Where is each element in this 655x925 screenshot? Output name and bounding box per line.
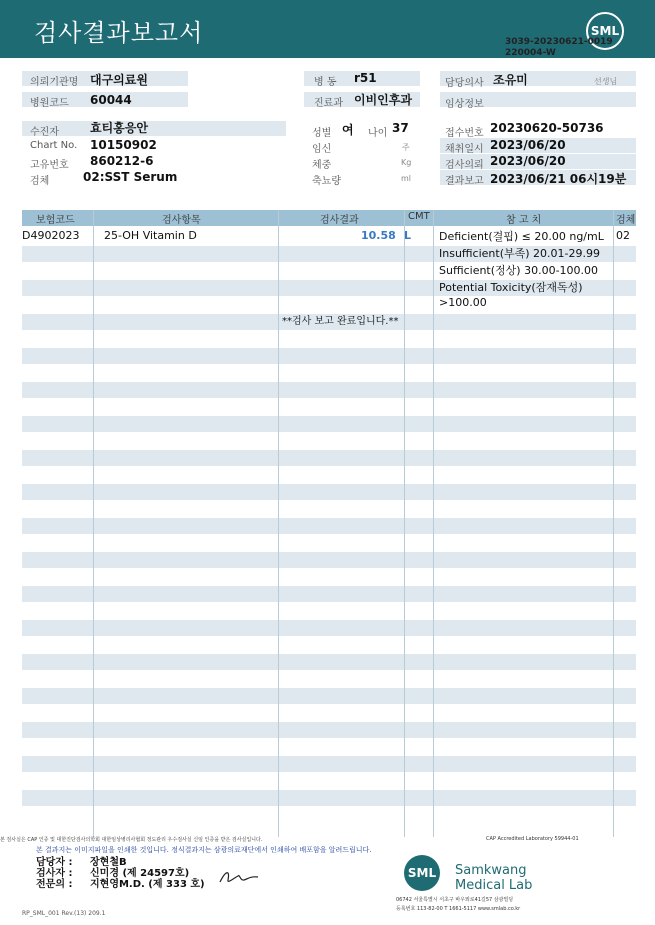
specimen-label: 검체 (30, 176, 50, 187)
specialist-label: 전문의 : (36, 879, 73, 890)
result-flag: L (404, 229, 412, 242)
patient-label: 수진자 (30, 127, 59, 138)
col-cmt: CMT (408, 211, 430, 222)
sml-logo-icon: SML (404, 855, 440, 891)
collection-label: 채취일시 (445, 144, 484, 155)
pregnancy-unit: 주 (402, 143, 410, 152)
dept-label: 진료과 (314, 98, 343, 109)
lab-name-line2: Medical Lab (455, 878, 533, 893)
sml-logo-icon: SML (586, 12, 624, 50)
sex: 여 (342, 123, 354, 137)
reference-line: Potential Toxicity(잠재독성) (439, 281, 583, 294)
specimen-code: 02 (616, 229, 630, 242)
document-id-line1: 3039-20230621-0019 (505, 37, 613, 47)
lab-name-line1: Samkwang (455, 863, 527, 878)
hospital-code: 60044 (90, 93, 132, 107)
table-row-stripe (22, 790, 636, 806)
reporter-label: 담당자 : (36, 857, 73, 868)
request-date: 2023/06/20 (490, 154, 566, 168)
table-row-stripe (22, 484, 636, 500)
ward: r51 (354, 71, 377, 85)
table-row-stripe (22, 722, 636, 738)
report-header (0, 0, 655, 58)
certification-note: 본 검사실은 CAP 인증 및 대한진단검사의학회 대한임상병리사협회 정도관리 우수검사실 신임 인증을 받은 검사실입니다. (0, 837, 263, 843)
collection-date: 2023/06/20 (490, 138, 566, 152)
table-row-stripe (22, 416, 636, 432)
table-row-stripe (22, 756, 636, 772)
column-divider (404, 210, 405, 837)
examiner-label: 검사자 : (36, 868, 73, 879)
receipt-no: 20230620-50736 (490, 121, 604, 135)
unique-no-label: 고유번호 (30, 160, 69, 171)
signature-icon (218, 868, 260, 886)
col-specimen: 검체 (616, 215, 636, 226)
column-divider (613, 210, 614, 837)
dept: 이비인후과 (354, 93, 412, 107)
reference-line: >100.00 (439, 296, 487, 309)
col-result: 검사결과 (320, 215, 359, 226)
reference-line: Insufficient(부족) 20.01-29.99 (439, 247, 600, 260)
specimen: 02:SST Serum (83, 170, 178, 184)
report-date-label: 결과보고 (445, 176, 484, 187)
column-divider (93, 210, 94, 837)
pregnancy-label: 임신 (312, 144, 332, 155)
weight-unit: Kg (401, 158, 412, 167)
table-row-stripe (22, 518, 636, 534)
hospital-code-label: 병원코드 (30, 98, 69, 109)
unique-no: 860212-6 (90, 154, 154, 168)
report-title: 검사결과보고서 (34, 19, 204, 47)
cap-note: CAP Accredited Laboratory 59944-01 (486, 836, 579, 842)
examiner: 신미경 (제 24597호) (90, 868, 190, 879)
ward-label: 병 동 (314, 77, 337, 88)
patient-name: 효티홍응안 (90, 121, 148, 135)
urine-label: 축뇨량 (312, 176, 341, 187)
receipt-no-label: 접수번호 (445, 128, 484, 139)
requesting-org-label: 의뢰기관명 (30, 77, 79, 88)
doctor-suffix: 선생님 (594, 77, 618, 86)
document-id-line2: 220004-W (505, 48, 556, 58)
table-row-stripe (22, 586, 636, 602)
column-divider (278, 210, 279, 837)
specialist: 지현영M.D. (제 333 호) (90, 879, 205, 890)
form-number: RP_SML_001 Rev.(13) 209.1 (22, 910, 106, 917)
table-row-stripe (22, 450, 636, 466)
doctor: 조유미 (493, 73, 528, 87)
age-label: 나이 (368, 128, 388, 139)
sex-label: 성별 (312, 128, 332, 139)
reference-line: Sufficient(정상) 30.00-100.00 (439, 264, 599, 277)
info-band (22, 121, 286, 136)
request-label: 검사의뢰 (445, 160, 484, 171)
report-complete-note: **검사 보고 완료입니다.** (282, 316, 399, 327)
urine-unit: ml (401, 174, 412, 183)
age: 37 (392, 121, 409, 135)
table-row-stripe (22, 620, 636, 636)
table-row-stripe (22, 688, 636, 704)
result-table-header (22, 210, 636, 226)
table-row-stripe (22, 552, 636, 568)
doctor-label: 담당의사 (445, 78, 484, 89)
weight-label: 체중 (312, 160, 332, 171)
chart-no-label: Chart No. (30, 140, 78, 151)
test-result: 10.58 (361, 229, 396, 242)
report-date: 2023/06/21 06시19분 (490, 172, 627, 186)
col-reference: 참 고 치 (506, 215, 542, 226)
image-print-note: 본 결과지는 이미지파일을 인쇄한 것입니다. 정식결과지는 삼광의료재단에서 인쇄하여 배포함을 알려드립니다. (36, 846, 372, 854)
clinical-info-label: 임상정보 (445, 99, 484, 110)
table-row-stripe (22, 382, 636, 398)
test-item: 25-OH Vitamin D (104, 229, 197, 242)
col-insurance-code: 보험코드 (36, 215, 75, 226)
reference-line: Deficient(결핍) ≤ 20.00 ng/mL (439, 230, 604, 243)
col-test-item: 검사항목 (162, 215, 201, 226)
lab-address: 06742 서울특별시 서초구 바우뫼로41길57 삼광빌딩 (396, 897, 514, 903)
requesting-org: 대구의료원 (90, 73, 148, 87)
reporter: 장현철B (90, 857, 127, 868)
table-row-stripe (22, 654, 636, 670)
table-row-stripe (22, 348, 636, 364)
column-divider (433, 210, 434, 837)
chart-no: 10150902 (90, 138, 157, 152)
insurance-code: D4902023 (22, 229, 80, 242)
lab-phone: 등록번호 113-82-00 T 1661-5117 www.smlab.co.kr (396, 906, 521, 912)
